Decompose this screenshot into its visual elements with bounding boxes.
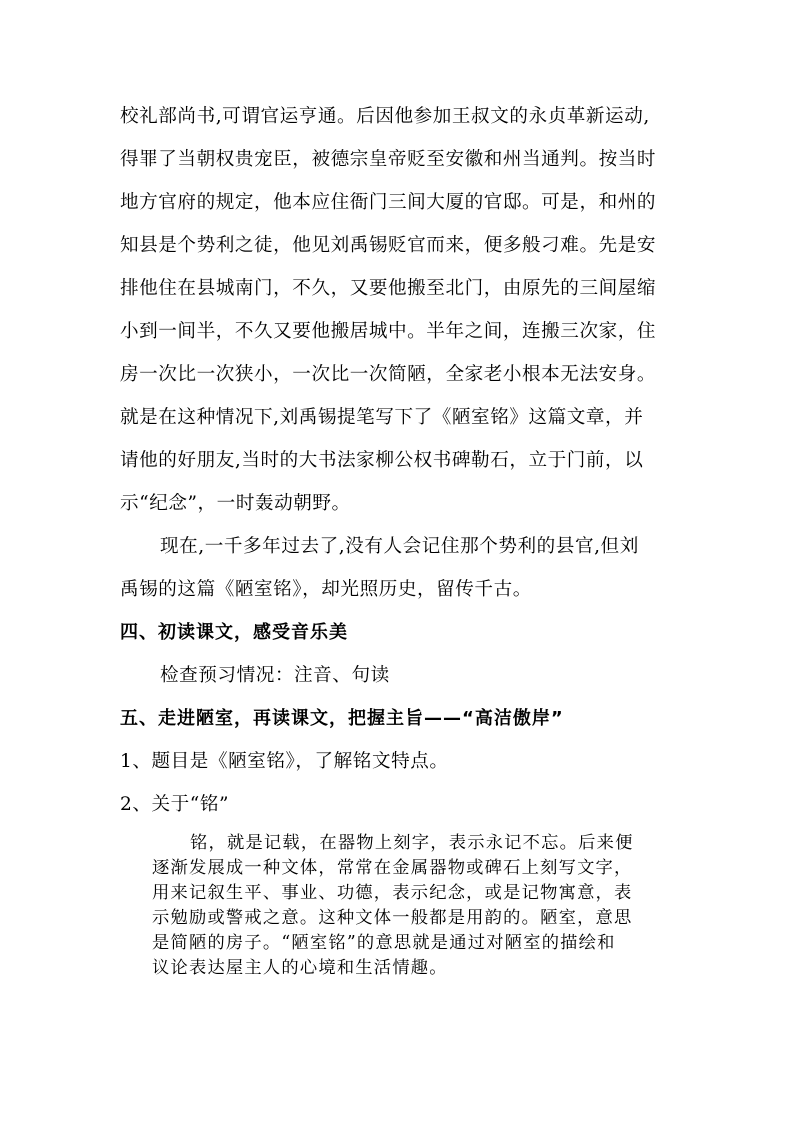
section-four-heading: 四、初读课文，感受音乐美 (120, 622, 348, 643)
explanation-line: 议论表达屋主人的心境和生活情趣。 (152, 958, 448, 978)
closing-paragraph-line: 禹锡的这篇《陋室铭》，却光照历史，留传千古。 (120, 579, 532, 600)
section-five-heading: 五、走进陋室，再读课文，把握主旨——“高洁傲岸” (120, 708, 564, 729)
explanation-line: 示勉励或警戒之意。这种文体一般都是用韵的。陋室，意思 (152, 908, 633, 928)
section-five-item-2: 2、关于“铭” (120, 794, 230, 815)
body-paragraph-line: 地方官府的规定，他本应住衙门三间大厦的官邸。可是，和州的 (120, 192, 657, 213)
body-paragraph-line: 示“纪念”，一时轰动朝野。 (120, 493, 351, 514)
explanation-line: 是简陋的房子。“陋室铭”的意思就是通过对陋室的描绘和 (152, 933, 616, 953)
explanation-line: 逐渐发展成一种文体，常常在金属器物或碑石上刻写文字， (152, 858, 633, 878)
explanation-line: 铭，就是记载，在器物上刻字，表示永记不忘。后来便 (190, 833, 634, 853)
explanation-line: 用来记叙生平、事业、功德，表示纪念，或是记物寓意，表 (152, 883, 633, 903)
section-four-text: 检查预习情况：注音、句读 (160, 665, 390, 686)
body-paragraph-line: 知县是个势利之徒，他见刘禹锡贬官而来，便多般刁难。先是安 (120, 235, 657, 256)
body-paragraph-line: 就是在这种情况下,刘禹锡提笔写下了《陋室铭》这篇文章，并 (120, 407, 644, 428)
body-paragraph-line: 得罪了当朝权贵宠臣，被德宗皇帝贬至安徽和州当通判。按当时 (120, 149, 657, 170)
body-paragraph-line: 小到一间半，不久又要他搬居城中。半年之间，连搬三次家，住 (120, 321, 657, 342)
body-paragraph-line: 房一次比一次狭小，一次比一次简陋，全家老小根本无法安身。 (120, 364, 657, 385)
body-paragraph-line: 校礼部尚书,可谓官运亨通。后因他参加王叔文的永贞革新运动, (120, 106, 650, 127)
body-paragraph-line: 排他住在县城南门，不久，又要他搬至北门，由原先的三间屋缩 (120, 278, 657, 299)
body-paragraph-line: 请他的好朋友,当时的大书法家柳公权书碑勒石，立于门前，以 (120, 450, 644, 471)
closing-paragraph-line: 现在,一千多年过去了,没有人会记住那个势利的县官,但刘 (160, 536, 639, 557)
section-five-item-1: 1、题目是《陋室铭》，了解铭文特点。 (120, 751, 449, 772)
